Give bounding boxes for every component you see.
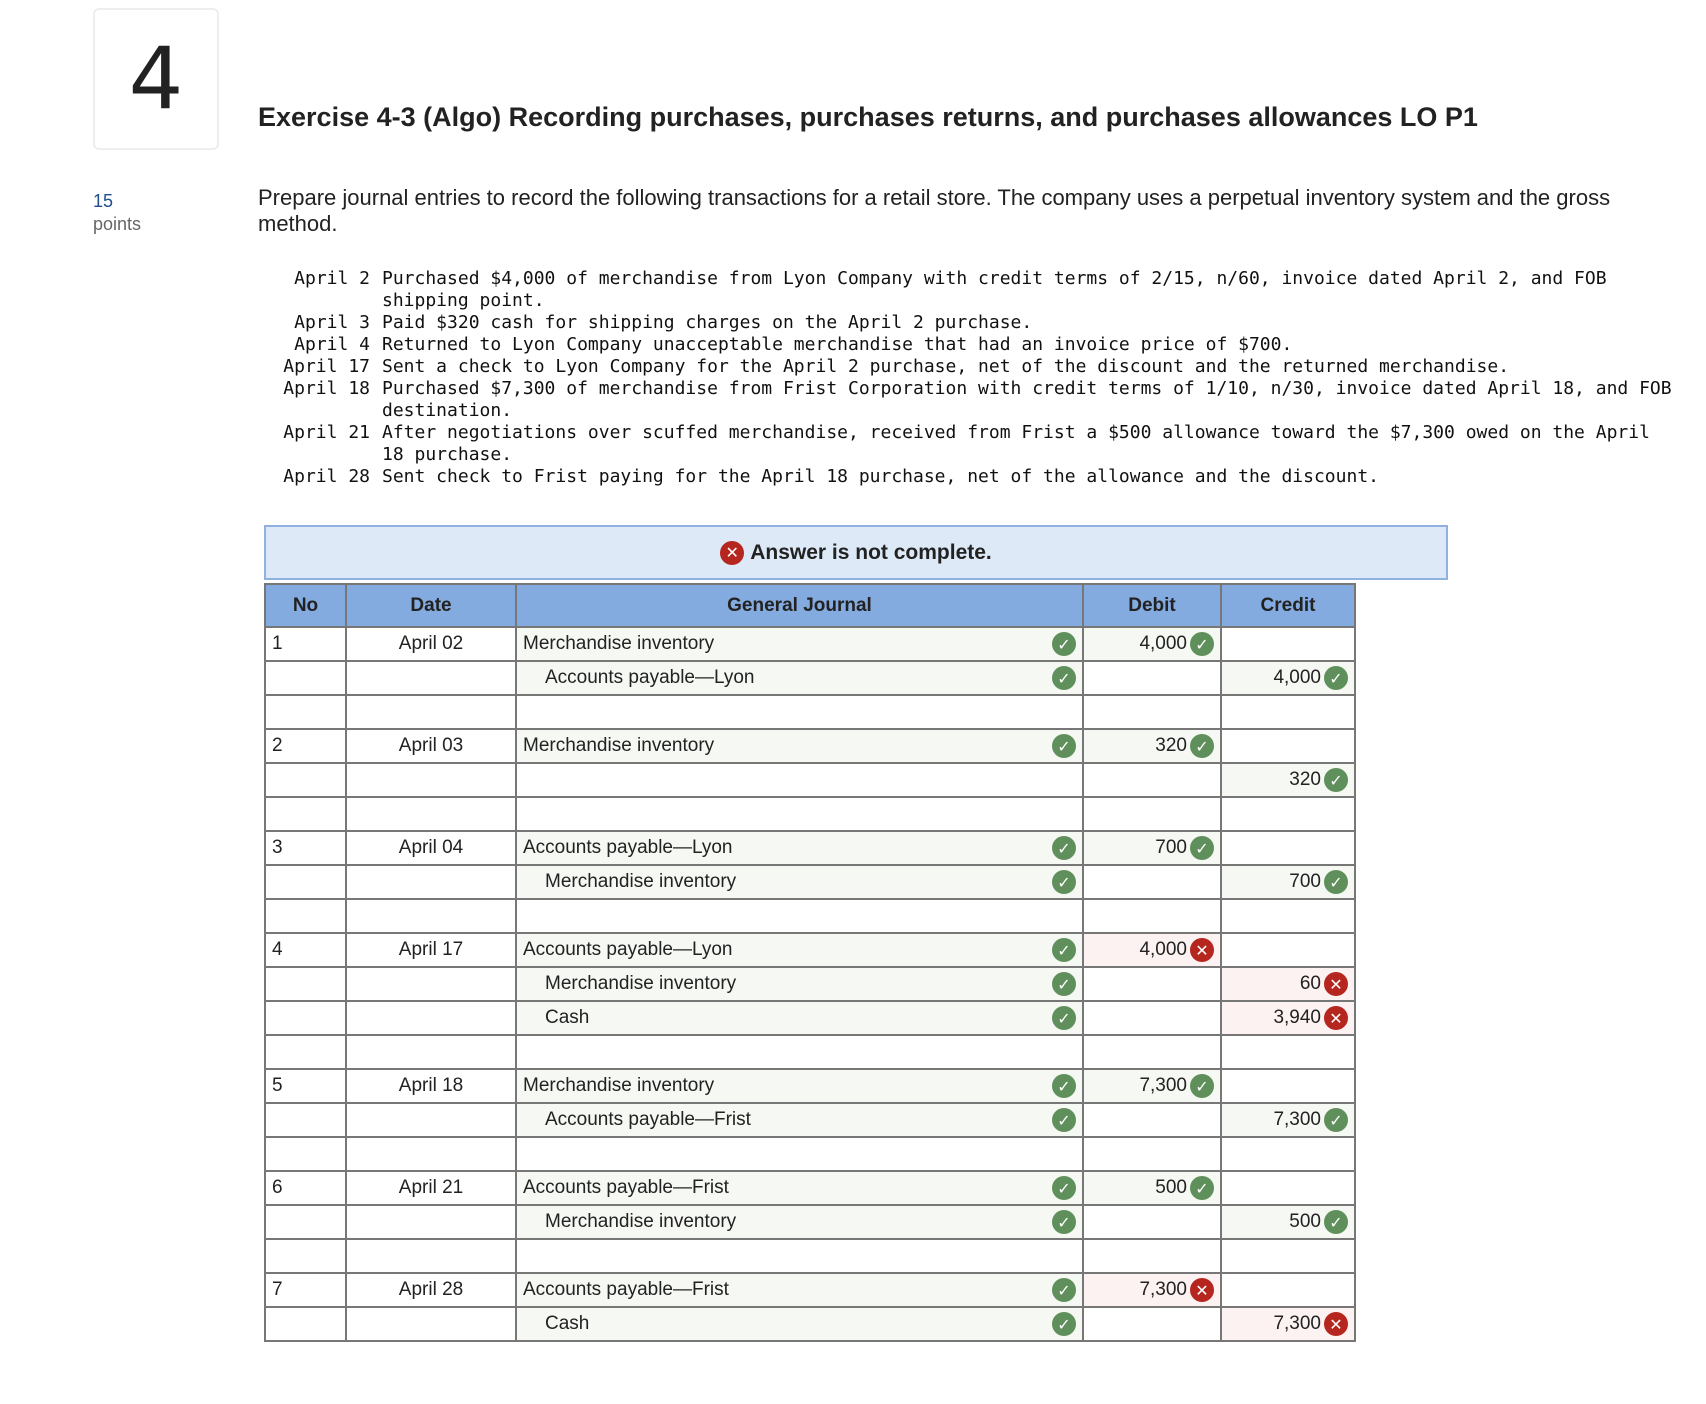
- correct-check-icon: ✓: [1052, 1312, 1076, 1336]
- credit-cell[interactable]: [1221, 1307, 1355, 1341]
- correct-check-icon: ✓: [1190, 1074, 1214, 1098]
- credit-cell[interactable]: [1221, 661, 1355, 695]
- debit-cell[interactable]: [1083, 1307, 1221, 1341]
- account-name: Cash: [545, 1313, 590, 1334]
- account-cell[interactable]: [516, 661, 1083, 695]
- correct-check-icon: ✓: [1324, 870, 1348, 894]
- debit-cell[interactable]: [1083, 967, 1221, 1001]
- transaction-text: Purchased $7,300 of merchandise from Frist Corporation with credit terms of 1/10, n/30, invoice dated April 18, and FOB destination.: [382, 378, 1672, 421]
- transaction-date: April 17: [283, 356, 370, 377]
- header-general-journal: General Journal: [516, 584, 1083, 627]
- incorrect-x-icon: ✕: [1190, 1278, 1214, 1302]
- correct-check-icon: ✓: [1052, 734, 1076, 758]
- table-row: [265, 695, 1355, 729]
- date-cell[interactable]: [346, 899, 516, 933]
- entry-no-cell: [265, 661, 346, 695]
- debit-amount: 4,000: [1139, 633, 1187, 654]
- entry-no-cell: [265, 627, 346, 661]
- entry-no: 5: [272, 1075, 283, 1096]
- credit-cell[interactable]: [1221, 865, 1355, 899]
- date-cell[interactable]: [346, 695, 516, 729]
- debit-amount: 700: [1155, 837, 1187, 858]
- incorrect-x-icon: ✕: [1324, 1006, 1348, 1030]
- incorrect-icon: ✕: [720, 541, 744, 565]
- correct-check-icon: ✓: [1052, 1210, 1076, 1234]
- credit-amount: 700: [1289, 871, 1321, 892]
- transaction-text: Returned to Lyon Company unacceptable merchandise that had an invoice price of $700.: [382, 334, 1293, 355]
- account-cell[interactable]: [516, 831, 1083, 865]
- account-name: Accounts payable—Frist: [523, 1279, 729, 1300]
- credit-cell[interactable]: [1221, 1069, 1355, 1103]
- correct-check-icon: ✓: [1324, 1108, 1348, 1132]
- correct-check-icon: ✓: [1052, 870, 1076, 894]
- credit-amount: 7,300: [1273, 1313, 1321, 1334]
- entry-no: 1: [272, 633, 283, 654]
- account-name: Accounts payable—Lyon: [523, 939, 733, 960]
- correct-check-icon: ✓: [1324, 768, 1348, 792]
- header-no: No: [265, 584, 346, 627]
- correct-check-icon: ✓: [1190, 632, 1214, 656]
- table-row: [265, 865, 1355, 899]
- entry-no-cell: [265, 797, 346, 831]
- table-row: [265, 1239, 1355, 1273]
- credit-cell[interactable]: [1221, 933, 1355, 967]
- date-cell[interactable]: [346, 1239, 516, 1273]
- incorrect-x-icon: ✕: [1190, 938, 1214, 962]
- credit-amount: 4,000: [1273, 667, 1321, 688]
- credit-cell[interactable]: [1221, 1273, 1355, 1307]
- header-date: Date: [346, 584, 516, 627]
- transaction-item: [258, 356, 1682, 378]
- credit-cell[interactable]: [1221, 1137, 1355, 1171]
- account-name: Merchandise inventory: [523, 735, 715, 756]
- account-name: Merchandise inventory: [545, 1211, 737, 1232]
- entry-no-cell: [265, 1205, 346, 1239]
- account-cell[interactable]: [516, 1001, 1083, 1035]
- table-row: [265, 1137, 1355, 1171]
- account-cell[interactable]: [516, 1069, 1083, 1103]
- credit-cell[interactable]: [1221, 1103, 1355, 1137]
- transaction-item: [258, 378, 1682, 422]
- entry-no: 3: [272, 837, 283, 858]
- account-name: Merchandise inventory: [545, 973, 737, 994]
- credit-cell[interactable]: [1221, 967, 1355, 1001]
- account-cell[interactable]: [516, 627, 1083, 661]
- correct-check-icon: ✓: [1052, 1176, 1076, 1200]
- correct-check-icon: ✓: [1324, 1210, 1348, 1234]
- table-row: [265, 661, 1355, 695]
- date-cell[interactable]: [346, 661, 516, 695]
- transaction-item: [258, 334, 1682, 356]
- date-cell[interactable]: [346, 1307, 516, 1341]
- entry-no-cell: [265, 1307, 346, 1341]
- correct-check-icon: ✓: [1324, 666, 1348, 690]
- table-row: [265, 1171, 1355, 1205]
- date-cell[interactable]: [346, 797, 516, 831]
- debit-cell[interactable]: [1083, 1137, 1221, 1171]
- transaction-text: After negotiations over scuffed merchandise, received from Frist a $500 allowance toward the $7,300 owed on the April 18 purchase.: [382, 422, 1650, 465]
- date-cell[interactable]: [346, 933, 516, 967]
- table-row: [265, 1001, 1355, 1035]
- table-row: [265, 1307, 1355, 1341]
- debit-cell[interactable]: [1083, 695, 1221, 729]
- credit-cell[interactable]: [1221, 763, 1355, 797]
- entry-no-cell: [265, 831, 346, 865]
- debit-cell[interactable]: [1083, 1171, 1221, 1205]
- date-cell[interactable]: [346, 1273, 516, 1307]
- correct-check-icon: ✓: [1052, 632, 1076, 656]
- transaction-text: Purchased $4,000 of merchandise from Lyon Company with credit terms of 2/15, n/60, invoice dated April 2, and FOB shipping point.: [382, 268, 1607, 311]
- table-row: [265, 1273, 1355, 1307]
- transaction-date: April 18: [283, 378, 370, 399]
- table-row: [265, 763, 1355, 797]
- instructions: Prepare journal entries to record the following transactions for a retail store. The company uses a perpetual inventory system and the gross method.: [258, 185, 1611, 236]
- account-cell[interactable]: [516, 1035, 1083, 1069]
- debit-cell[interactable]: [1083, 933, 1221, 967]
- debit-cell[interactable]: [1083, 729, 1221, 763]
- table-row: [265, 1205, 1355, 1239]
- account-name: Merchandise inventory: [523, 1075, 715, 1096]
- debit-cell[interactable]: [1083, 661, 1221, 695]
- entry-no: 2: [272, 735, 283, 756]
- debit-cell[interactable]: [1083, 627, 1221, 661]
- credit-cell[interactable]: [1221, 695, 1355, 729]
- credit-amount: 60: [1299, 973, 1321, 994]
- debit-cell[interactable]: [1083, 865, 1221, 899]
- account-cell[interactable]: [516, 1171, 1083, 1205]
- date-cell[interactable]: [346, 1035, 516, 1069]
- question-number: 4: [128, 29, 184, 129]
- credit-cell[interactable]: [1221, 627, 1355, 661]
- account-cell[interactable]: [516, 1205, 1083, 1239]
- entry-no: 7: [272, 1279, 283, 1300]
- account-name: Cash: [545, 1007, 590, 1028]
- table-row: [265, 627, 1355, 661]
- debit-amount: 320: [1155, 735, 1187, 756]
- entry-date: April 18: [398, 1075, 464, 1096]
- transaction-date: April 2: [294, 268, 370, 289]
- date-cell[interactable]: [346, 1103, 516, 1137]
- table-row: [265, 797, 1355, 831]
- date-cell[interactable]: [346, 865, 516, 899]
- account-cell[interactable]: [516, 899, 1083, 933]
- debit-cell[interactable]: [1083, 1273, 1221, 1307]
- account-name: Accounts payable—Lyon: [523, 837, 733, 858]
- entry-no-cell: [265, 933, 346, 967]
- date-cell[interactable]: [346, 729, 516, 763]
- credit-cell[interactable]: [1221, 797, 1355, 831]
- date-cell[interactable]: [346, 1001, 516, 1035]
- credit-amount: 7,300: [1273, 1109, 1321, 1130]
- table-row: [265, 967, 1355, 1001]
- debit-cell[interactable]: [1083, 1103, 1221, 1137]
- answer-status-banner: [264, 525, 1448, 580]
- account-cell[interactable]: [516, 865, 1083, 899]
- debit-cell[interactable]: [1083, 1205, 1221, 1239]
- entry-date: April 03: [398, 735, 464, 756]
- debit-amount: 500: [1155, 1177, 1187, 1198]
- entry-no-cell: [265, 1035, 346, 1069]
- date-cell[interactable]: [346, 1205, 516, 1239]
- transaction-date: April 28: [283, 466, 370, 487]
- incorrect-x-icon: ✕: [1324, 1312, 1348, 1336]
- entry-no-cell: [265, 1273, 346, 1307]
- entry-no-cell: [265, 729, 346, 763]
- table-row: [265, 933, 1355, 967]
- entry-date: April 04: [398, 837, 464, 858]
- correct-check-icon: ✓: [1052, 666, 1076, 690]
- entry-date: April 21: [398, 1177, 464, 1198]
- transaction-item: [258, 312, 1682, 334]
- table-row: [265, 1103, 1355, 1137]
- debit-cell[interactable]: [1083, 1001, 1221, 1035]
- table-row: [265, 831, 1355, 865]
- date-cell[interactable]: [346, 1137, 516, 1171]
- points: [93, 190, 141, 236]
- account-name: Accounts payable—Frist: [523, 1177, 729, 1198]
- entry-no-cell: [265, 1171, 346, 1205]
- debit-amount: 4,000: [1139, 939, 1187, 960]
- transaction-list: [258, 268, 1682, 488]
- page-title: Exercise 4-3 (Algo) Recording purchases, purchases returns, and purchases allowances LO P1: [258, 102, 1478, 132]
- entry-date: April 02: [398, 633, 464, 654]
- question-number-box: [93, 8, 219, 150]
- debit-cell[interactable]: [1083, 797, 1221, 831]
- debit-cell[interactable]: [1083, 1239, 1221, 1273]
- table-row: [265, 1069, 1355, 1103]
- debit-amount: 7,300: [1139, 1075, 1187, 1096]
- debit-cell[interactable]: [1083, 831, 1221, 865]
- entry-no-cell: [265, 1239, 346, 1273]
- account-cell[interactable]: [516, 1239, 1083, 1273]
- credit-cell[interactable]: [1221, 899, 1355, 933]
- entry-no-cell: [265, 1069, 346, 1103]
- entry-no-cell: [265, 899, 346, 933]
- entry-no-cell: [265, 1137, 346, 1171]
- entry-no-cell: [265, 1103, 346, 1137]
- debit-cell[interactable]: [1083, 1069, 1221, 1103]
- debit-cell[interactable]: [1083, 763, 1221, 797]
- credit-cell[interactable]: [1221, 831, 1355, 865]
- account-cell[interactable]: [516, 729, 1083, 763]
- credit-cell[interactable]: [1221, 1035, 1355, 1069]
- transaction-item: [258, 422, 1682, 466]
- header-credit: Credit: [1221, 584, 1355, 627]
- transaction-item: [258, 268, 1682, 312]
- account-name: Accounts payable—Frist: [545, 1109, 751, 1130]
- entry-date: April 28: [398, 1279, 464, 1300]
- table-row: [265, 899, 1355, 933]
- credit-cell[interactable]: [1221, 1171, 1355, 1205]
- transaction-date: April 4: [294, 334, 370, 355]
- transaction-item: [258, 466, 1682, 488]
- account-name: Merchandise inventory: [545, 871, 737, 892]
- date-cell[interactable]: [346, 627, 516, 661]
- correct-check-icon: ✓: [1052, 972, 1076, 996]
- table-row: [265, 1035, 1355, 1069]
- account-cell[interactable]: [516, 967, 1083, 1001]
- header-debit: Debit: [1083, 584, 1221, 627]
- date-cell[interactable]: [346, 1171, 516, 1205]
- transaction-date: April 21: [283, 422, 370, 443]
- answer-status-text: Answer is not complete.: [750, 540, 992, 564]
- entry-no-cell: [265, 967, 346, 1001]
- correct-check-icon: ✓: [1190, 836, 1214, 860]
- entry-no: 6: [272, 1177, 283, 1198]
- credit-cell[interactable]: [1221, 1205, 1355, 1239]
- debit-cell[interactable]: [1083, 899, 1221, 933]
- account-cell[interactable]: [516, 933, 1083, 967]
- entry-no-cell: [265, 865, 346, 899]
- correct-check-icon: ✓: [1052, 1108, 1076, 1132]
- transaction-date: April 3: [294, 312, 370, 333]
- account-name: Accounts payable—Lyon: [545, 667, 755, 688]
- date-cell[interactable]: [346, 763, 516, 797]
- date-cell[interactable]: [346, 967, 516, 1001]
- account-cell[interactable]: [516, 1137, 1083, 1171]
- transaction-text: Sent a check to Lyon Company for the April 2 purchase, net of the discount and the returned merchandise.: [382, 356, 1510, 377]
- points-label: points: [93, 214, 142, 234]
- entry-date: April 17: [398, 939, 464, 960]
- general-journal-table: [264, 583, 1356, 1342]
- correct-check-icon: ✓: [1052, 938, 1076, 962]
- account-cell[interactable]: [516, 763, 1083, 797]
- date-cell[interactable]: [346, 1069, 516, 1103]
- entry-no-cell: [265, 695, 346, 729]
- table-row: [265, 729, 1355, 763]
- credit-cell[interactable]: [1221, 1001, 1355, 1035]
- correct-check-icon: ✓: [1052, 836, 1076, 860]
- debit-cell[interactable]: [1083, 1035, 1221, 1069]
- account-cell[interactable]: [516, 1307, 1083, 1341]
- credit-amount: 320: [1289, 769, 1321, 790]
- account-name: Merchandise inventory: [523, 633, 715, 654]
- credit-amount: 3,940: [1273, 1007, 1321, 1028]
- entry-no-cell: [265, 1001, 346, 1035]
- correct-check-icon: ✓: [1052, 1006, 1076, 1030]
- date-cell[interactable]: [346, 831, 516, 865]
- credit-cell[interactable]: [1221, 1239, 1355, 1273]
- incorrect-x-icon: ✕: [1324, 972, 1348, 996]
- account-cell[interactable]: [516, 1103, 1083, 1137]
- correct-check-icon: ✓: [1052, 1074, 1076, 1098]
- account-cell[interactable]: [516, 797, 1083, 831]
- transaction-text: Sent check to Frist paying for the April 18 purchase, net of the allowance and the discount.: [382, 466, 1379, 487]
- credit-amount: 500: [1289, 1211, 1321, 1232]
- account-cell[interactable]: [516, 1273, 1083, 1307]
- account-cell[interactable]: [516, 695, 1083, 729]
- points-value: 15: [93, 191, 114, 211]
- transaction-text: Paid $320 cash for shipping charges on the April 2 purchase.: [382, 312, 1033, 333]
- credit-cell[interactable]: [1221, 729, 1355, 763]
- debit-amount: 7,300: [1139, 1279, 1187, 1300]
- entry-no-cell: [265, 763, 346, 797]
- correct-check-icon: ✓: [1052, 1278, 1076, 1302]
- correct-check-icon: ✓: [1190, 734, 1214, 758]
- correct-check-icon: ✓: [1190, 1176, 1214, 1200]
- entry-no: 4: [272, 939, 283, 960]
